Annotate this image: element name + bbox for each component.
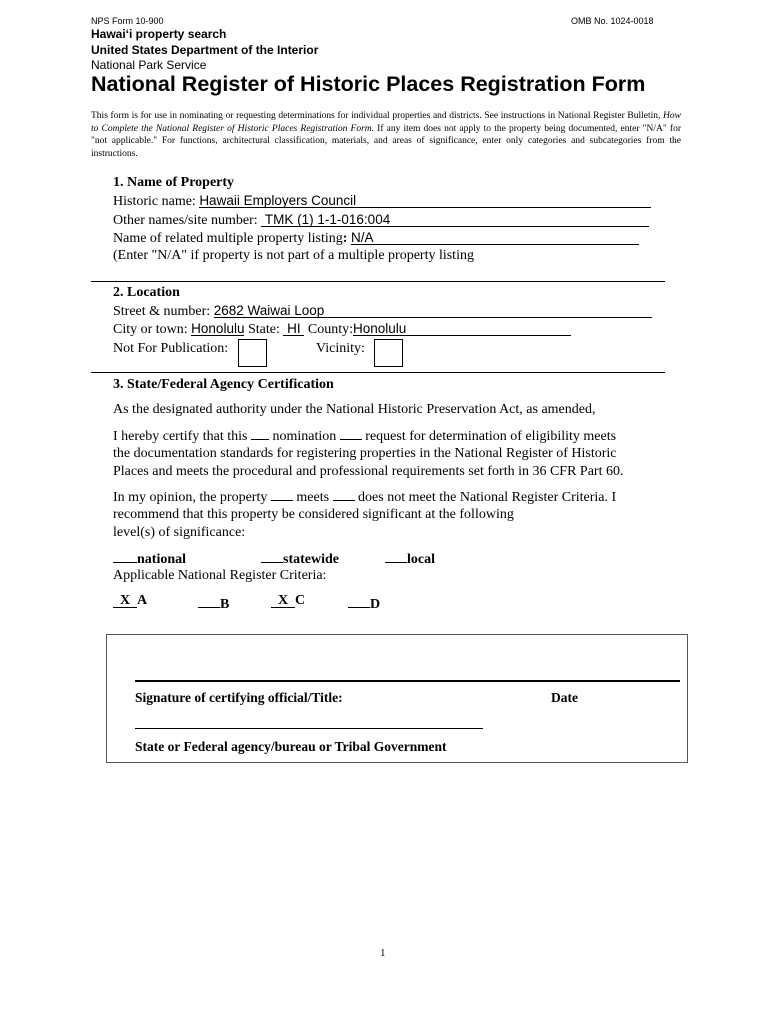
criterion-b[interactable] bbox=[198, 593, 229, 613]
state-field[interactable] bbox=[283, 321, 304, 336]
date-label: Date bbox=[551, 690, 578, 705]
certify-request: request for determination of eligibility meets bbox=[365, 429, 617, 444]
vicinity-checkbox[interactable] bbox=[374, 339, 403, 367]
agency-line[interactable] bbox=[135, 728, 483, 729]
state-value: HI bbox=[287, 321, 301, 336]
street-label: Street & number: bbox=[113, 304, 211, 319]
county-label: County: bbox=[307, 322, 354, 337]
street-value: 2682 Waiwai Loop bbox=[213, 303, 325, 318]
certify-line-1 bbox=[113, 428, 616, 445]
other-names-value: TMK (1) 1-1-016:004 bbox=[264, 212, 391, 227]
not-meet-blank[interactable] bbox=[333, 489, 355, 501]
county-field[interactable] bbox=[353, 321, 571, 336]
criterion-c-mark: X bbox=[277, 593, 289, 608]
criterion-c[interactable] bbox=[271, 593, 305, 609]
nomination-blank[interactable] bbox=[251, 428, 269, 440]
opinion-line-3: level(s) of significance: bbox=[113, 525, 246, 540]
authority-text: As the designated authority under the National Historic Preservation Act, as amended, bbox=[113, 402, 596, 417]
intro-text-2: If any item does not apply to the property being documented, enter "N/A" for "not applicable." For functions, architectural classification, materials, and areas of significance, enter only categories and subcategories from the instructions. bbox=[91, 123, 681, 159]
level-national[interactable] bbox=[113, 551, 186, 568]
certify-line-3: Places and meets the procedural and professional requirements set forth in 36 CFR Part 60. bbox=[113, 464, 624, 479]
level-local-label: local bbox=[407, 552, 435, 567]
department-label: United States Department of the Interior bbox=[91, 43, 319, 57]
criterion-a-label: A bbox=[137, 593, 148, 608]
level-statewide-label: statewide bbox=[283, 552, 339, 567]
page-title: National Register of Historic Places Registration Form bbox=[91, 72, 646, 96]
criterion-d-blank bbox=[348, 593, 370, 608]
city-value: Honolulu bbox=[191, 321, 245, 336]
divider-2 bbox=[91, 372, 665, 373]
historic-name-row bbox=[113, 193, 651, 210]
criterion-b-blank bbox=[198, 593, 220, 608]
bulletin-title: How to Complete the National Register of Historic Places Registration Form. bbox=[91, 111, 681, 134]
other-names-field[interactable] bbox=[261, 212, 649, 227]
multiple-listing-field[interactable] bbox=[351, 230, 639, 245]
local-blank bbox=[385, 551, 407, 563]
street-row bbox=[113, 303, 652, 320]
city-field[interactable] bbox=[191, 321, 244, 336]
opinion-text-1: In my opinion, the property bbox=[113, 490, 268, 505]
page-number: 1 bbox=[380, 947, 386, 959]
certify-line-2: the documentation standards for registering properties in the National Register of Historic bbox=[113, 446, 617, 461]
street-field[interactable] bbox=[214, 303, 652, 318]
criterion-b-label: B bbox=[220, 597, 230, 612]
service-label: National Park Service bbox=[91, 58, 207, 72]
not-for-publication-label: Not For Publication: bbox=[113, 341, 229, 356]
opinion-line-2: recommend that this property be considered significant at the following bbox=[113, 507, 514, 522]
opinion-line-1 bbox=[113, 489, 616, 506]
vicinity-label: Vicinity: bbox=[316, 341, 365, 356]
divider-1 bbox=[91, 281, 665, 282]
signature-line[interactable] bbox=[135, 680, 680, 682]
request-blank[interactable] bbox=[340, 428, 362, 440]
multiple-listing-value: N/A bbox=[350, 230, 374, 245]
certify-nomination: nomination bbox=[272, 429, 337, 444]
omb-number: OMB No. 1024-0018 bbox=[571, 16, 654, 26]
statewide-blank bbox=[261, 551, 283, 563]
meets-blank[interactable] bbox=[271, 489, 293, 501]
other-names-label: Other names/site number: bbox=[113, 213, 258, 228]
form-number: NPS Form 10-900 bbox=[91, 16, 164, 26]
level-statewide[interactable] bbox=[261, 551, 339, 568]
opinion-not-meet: does not meet the National Register Criteria. I bbox=[358, 490, 617, 505]
criterion-a-mark: X bbox=[119, 593, 131, 608]
other-names-row bbox=[113, 212, 649, 229]
historic-name-value: Hawaii Employers Council bbox=[199, 193, 357, 208]
section2-heading: 2. Location bbox=[113, 285, 180, 300]
criterion-c-label: C bbox=[295, 593, 306, 608]
multiple-listing-note: (Enter "N/A" if property is not part of a multiple property listing bbox=[113, 248, 474, 263]
not-for-publication-checkbox[interactable] bbox=[238, 339, 267, 367]
property-search-label: Hawai‘i property search bbox=[91, 27, 227, 41]
intro-paragraph bbox=[91, 110, 681, 160]
criterion-a[interactable] bbox=[113, 593, 147, 609]
agency-label: State or Federal agency/bureau or Tribal Government bbox=[135, 739, 447, 754]
city-row bbox=[113, 321, 571, 338]
historic-name-field[interactable] bbox=[199, 193, 651, 208]
city-label: City or town: bbox=[113, 322, 188, 337]
criteria-label: Applicable National Register Criteria: bbox=[113, 568, 327, 583]
county-value: Honolulu bbox=[353, 321, 407, 336]
level-local[interactable] bbox=[385, 551, 435, 568]
multiple-listing-colon: : bbox=[342, 231, 348, 246]
signature-label: Signature of certifying official/Title: bbox=[135, 690, 343, 705]
criterion-d-label: D bbox=[370, 597, 381, 612]
state-label: State: bbox=[247, 322, 280, 337]
criterion-d[interactable] bbox=[348, 593, 380, 613]
intro-text-1: This form is for use in nominating or requesting determinations for individual properties and districts. See instructions in National Register Bulletin, bbox=[91, 111, 664, 121]
opinion-meets: meets bbox=[296, 490, 330, 505]
section1-heading: 1. Name of Property bbox=[113, 175, 235, 190]
multiple-listing-label: Name of related multiple property listing bbox=[113, 231, 343, 246]
section3-heading: 3. State/Federal Agency Certification bbox=[113, 377, 334, 392]
multiple-listing-row bbox=[113, 230, 639, 247]
level-national-label: national bbox=[137, 552, 187, 567]
certify-text-1: I hereby certify that this bbox=[113, 429, 248, 444]
historic-name-label: Historic name: bbox=[113, 194, 196, 209]
national-blank bbox=[113, 551, 137, 563]
